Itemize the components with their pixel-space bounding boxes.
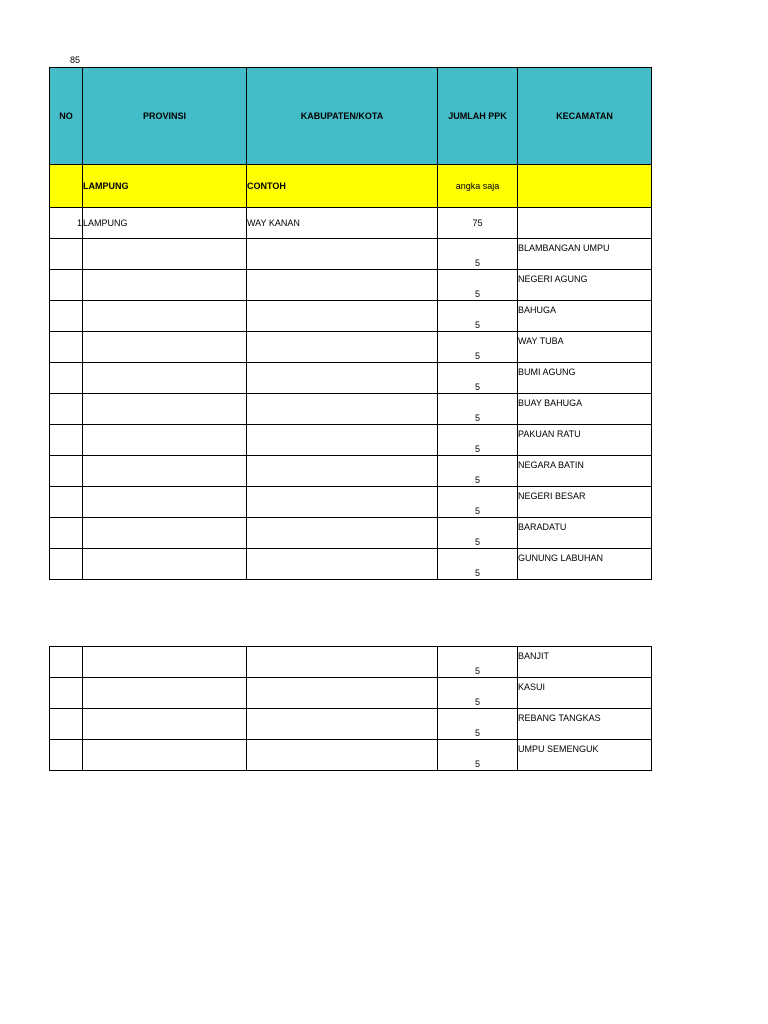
cell-kecamatan[interactable]: UMPU SEMENGUK — [518, 740, 652, 771]
cell-provinsi[interactable] — [83, 549, 247, 580]
summary-provinsi[interactable]: LAMPUNG — [83, 208, 247, 239]
table-row — [50, 678, 652, 709]
cell-jumlah[interactable]: 5 — [438, 270, 518, 301]
header-provinsi: PROVINSI — [83, 68, 247, 165]
cell-kecamatan[interactable]: GUNUNG LABUHAN — [518, 549, 652, 580]
cell-jumlah[interactable]: 5 — [438, 518, 518, 549]
cell-kabupaten[interactable] — [247, 709, 438, 740]
cell-provinsi[interactable] — [83, 709, 247, 740]
header-no: NO — [50, 68, 83, 165]
table-row — [50, 425, 652, 456]
cell-kecamatan[interactable]: PAKUAN RATU — [518, 425, 652, 456]
cell-provinsi[interactable] — [83, 425, 247, 456]
cell-kecamatan[interactable]: BUMI AGUNG — [518, 363, 652, 394]
cell-kabupaten[interactable] — [247, 363, 438, 394]
cell-kecamatan[interactable]: BUAY BAHUGA — [518, 394, 652, 425]
cell-kecamatan[interactable]: KASUI — [518, 678, 652, 709]
cell-no[interactable] — [50, 332, 83, 363]
cell-no[interactable] — [50, 301, 83, 332]
table-row — [50, 270, 652, 301]
cell-provinsi[interactable] — [83, 363, 247, 394]
cell-kabupaten[interactable] — [247, 425, 438, 456]
cell-kecamatan[interactable]: BANJIT — [518, 647, 652, 678]
summary-jumlah[interactable]: 75 — [438, 208, 518, 239]
header-kecamatan: KECAMATAN — [518, 68, 652, 165]
example-provinsi[interactable]: LAMPUNG — [83, 165, 247, 208]
cell-jumlah[interactable]: 5 — [438, 549, 518, 580]
cell-kabupaten[interactable] — [247, 456, 438, 487]
example-kabupaten[interactable]: CONTOH — [247, 165, 438, 208]
cell-provinsi[interactable] — [83, 740, 247, 771]
cell-jumlah[interactable]: 5 — [438, 425, 518, 456]
cell-no[interactable] — [50, 363, 83, 394]
cell-kabupaten[interactable] — [247, 487, 438, 518]
table-row — [50, 332, 652, 363]
cell-provinsi[interactable] — [83, 239, 247, 270]
page-number: 85 — [70, 55, 81, 65]
continuation-table — [49, 646, 652, 771]
cell-provinsi[interactable] — [83, 270, 247, 301]
cell-kecamatan[interactable]: NEGERI AGUNG — [518, 270, 652, 301]
cell-no[interactable] — [50, 456, 83, 487]
cell-no[interactable] — [50, 740, 83, 771]
cell-jumlah[interactable]: 5 — [438, 740, 518, 771]
table-row — [50, 709, 652, 740]
table-row — [50, 647, 652, 678]
cell-no[interactable] — [50, 678, 83, 709]
table-row — [50, 301, 652, 332]
cell-jumlah[interactable]: 5 — [438, 678, 518, 709]
table-row — [50, 518, 652, 549]
cell-provinsi[interactable] — [83, 647, 247, 678]
header-jumlah-ppk: JUMLAH PPK — [438, 68, 518, 165]
header-kabupaten: KABUPATEN/KOTA — [247, 68, 438, 165]
cell-kabupaten[interactable] — [247, 239, 438, 270]
cell-kabupaten[interactable] — [247, 678, 438, 709]
cell-provinsi[interactable] — [83, 456, 247, 487]
header-row — [50, 68, 652, 165]
cell-kabupaten[interactable] — [247, 647, 438, 678]
cell-no[interactable] — [50, 425, 83, 456]
cell-kabupaten[interactable] — [247, 332, 438, 363]
cell-kecamatan[interactable]: BAHUGA — [518, 301, 652, 332]
summary-no[interactable]: 1 — [50, 208, 83, 239]
cell-kabupaten[interactable] — [247, 301, 438, 332]
cell-kabupaten[interactable] — [247, 270, 438, 301]
example-no[interactable] — [50, 165, 83, 208]
cell-kecamatan[interactable]: REBANG TANGKAS — [518, 709, 652, 740]
cell-provinsi[interactable] — [83, 394, 247, 425]
cell-no[interactable] — [50, 394, 83, 425]
cell-no[interactable] — [50, 647, 83, 678]
example-kecamatan[interactable] — [518, 165, 652, 208]
cell-kabupaten[interactable] — [247, 394, 438, 425]
table-row — [50, 239, 652, 270]
cell-kecamatan[interactable]: BARADATU — [518, 518, 652, 549]
table-row — [50, 740, 652, 771]
cell-jumlah[interactable]: 5 — [438, 239, 518, 270]
example-row — [50, 165, 652, 208]
table-row — [50, 394, 652, 425]
cell-jumlah[interactable]: 5 — [438, 332, 518, 363]
cell-jumlah[interactable]: 5 — [438, 456, 518, 487]
cell-kecamatan[interactable]: NEGARA BATIN — [518, 456, 652, 487]
table-row — [50, 487, 652, 518]
cell-kecamatan[interactable]: WAY TUBA — [518, 332, 652, 363]
cell-kabupaten[interactable] — [247, 518, 438, 549]
summary-kecamatan[interactable] — [518, 208, 652, 239]
cell-no[interactable] — [50, 709, 83, 740]
table-row — [50, 363, 652, 394]
cell-kecamatan[interactable]: BLAMBANGAN UMPU — [518, 239, 652, 270]
cell-jumlah[interactable]: 5 — [438, 647, 518, 678]
cell-no[interactable] — [50, 239, 83, 270]
cell-jumlah[interactable]: 5 — [438, 394, 518, 425]
cell-provinsi[interactable] — [83, 518, 247, 549]
summary-row — [50, 208, 652, 239]
cell-kabupaten[interactable] — [247, 740, 438, 771]
cell-provinsi[interactable] — [83, 301, 247, 332]
cell-provinsi[interactable] — [83, 487, 247, 518]
cell-jumlah[interactable]: 5 — [438, 487, 518, 518]
cell-no[interactable] — [50, 549, 83, 580]
main-table — [49, 67, 652, 580]
cell-no[interactable] — [50, 518, 83, 549]
cell-jumlah[interactable]: 5 — [438, 301, 518, 332]
summary-kabupaten[interactable]: WAY KANAN — [247, 208, 438, 239]
example-jumlah[interactable]: angka saja — [438, 165, 518, 208]
table-row — [50, 549, 652, 580]
cell-no[interactable] — [50, 270, 83, 301]
table-row — [50, 456, 652, 487]
cell-jumlah[interactable]: 5 — [438, 709, 518, 740]
cell-no[interactable] — [50, 487, 83, 518]
cell-kabupaten[interactable] — [247, 549, 438, 580]
cell-provinsi[interactable] — [83, 332, 247, 363]
cell-kecamatan[interactable]: NEGERI BESAR — [518, 487, 652, 518]
cell-provinsi[interactable] — [83, 678, 247, 709]
cell-jumlah[interactable]: 5 — [438, 363, 518, 394]
